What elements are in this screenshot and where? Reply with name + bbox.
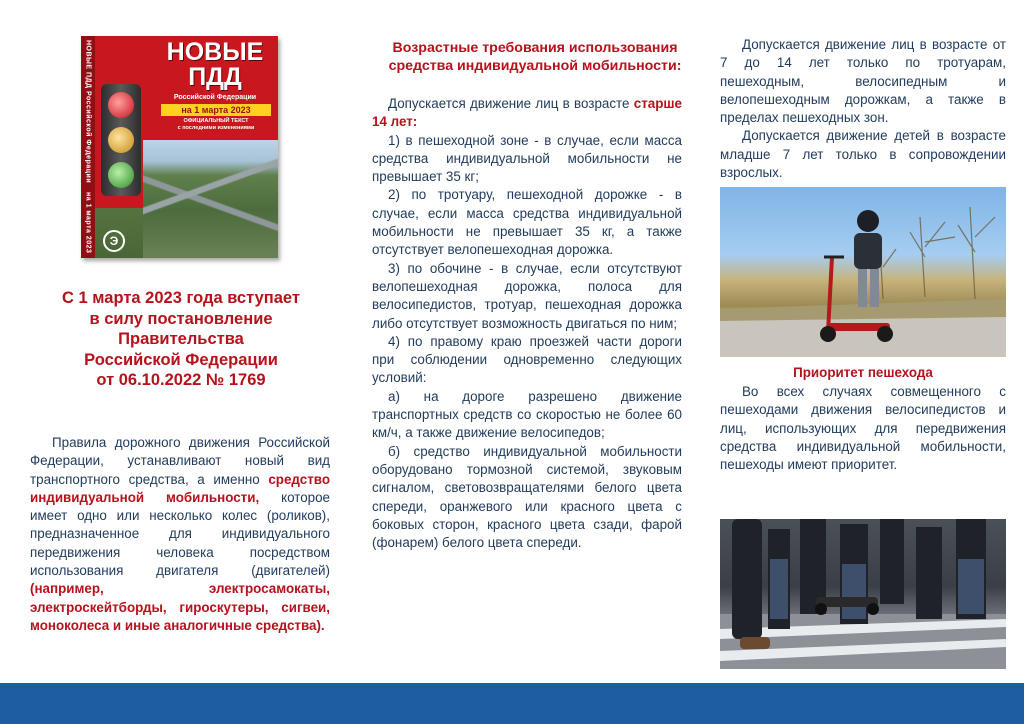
crosswalk-illustration (720, 519, 1006, 669)
intro-highlight-examples: (например, электросамокаты, электроскейтборды, гироскутеры, сигвеи, моноколеса и иные аналогичные средства). (30, 581, 330, 633)
publisher-logo-icon: Э (103, 230, 125, 252)
intro-highlight-term: средство индивидуальной мобильности, (30, 471, 330, 505)
intro-text (30, 434, 330, 635)
headline-line5: от 06.10.2022 № 1769 (96, 371, 266, 389)
book-date-badge: на 1 марта 2023 (161, 104, 271, 116)
book-road-photo (143, 140, 278, 258)
pedestrian-priority-paragraph: Во всех случаях совмещенного с пешеходами движения велосипедистов и лиц, использующих для передвижения средства индивидуальной мобильности, пешеходы имеют приоритет. (720, 384, 1006, 473)
rule-item-3: 3) по обочине - в случае, если отсутствуют велопешеходная дорожка, полоса для велосипедистов, тротуар, пешеходная дорожка либо отсутствует возможность двигаться по ним; (372, 260, 682, 331)
pedestrians-crosswalk-photo (720, 519, 1006, 669)
book-title-line1: НОВЫЕ (166, 38, 264, 66)
headline (22, 288, 340, 391)
intro-text-c: которое имеет одно или несколько колес (роликов), предназначенное для индивидуального передвижения человека посредством использования двигателя (двигателей) (30, 489, 330, 579)
children-rules-text (720, 36, 1006, 182)
book-cover-image (81, 36, 278, 258)
headline-line1: С 1 марта 2023 года вступает (62, 289, 300, 307)
children-paragraph-1: Допускается движение лиц в возрасте от 7 до 14 лет только по тротуарам, пешеходным, велосипедным и велопешеходным дорожкам, а также в пределах пешеходных зон. (720, 37, 1006, 126)
book-subtitle: Российской Федерации (173, 94, 257, 101)
rule-item-4: 4) по правому краю проезжей части дороги при соблюдении одновременно следующих условий: (372, 333, 682, 386)
intro-paragraph (30, 434, 330, 635)
child-scooter-photo (720, 187, 1006, 357)
rule-item-2: 2) по тротуару, пешеходной дорожке - в случае, если масса средства индивидуальной мобильности не превышает 35 кг, а также отсутствует велопешеходная дорожка. (372, 187, 682, 258)
children-paragraph-2: Допускается движение детей в возрасте младше 7 лет только в сопровождении взрослых. (720, 128, 1006, 181)
age-text-a: Допускается движение лиц в возрасте (388, 96, 634, 111)
intro-text-a: Правила дорожного движения Российской Федерации, устанавливают новый вид транспортного средства, а именно (30, 435, 330, 487)
book-spine-date: на 1 марта 2023 (84, 192, 92, 254)
traffic-light-icon (101, 84, 141, 196)
book-changes: с последними изменениями (177, 125, 255, 131)
green-light-icon (108, 162, 134, 188)
footer-bar (0, 683, 1024, 724)
yellow-light-icon (108, 127, 134, 153)
age-paragraph-1 (372, 95, 682, 132)
rule-subitem-b: б) средство индивидуальной мобильности оборудовано тормозной системой, звуковым сигналом, световозвращателями белого цвета спереди, оранжевого или красного цвета с боковых сторон, красного цвета сзади, фарой (фонарем) белого цвета спереди. (372, 443, 682, 551)
book-title (155, 40, 275, 90)
book-official: ОФИЦИАЛЬНЫЙ ТЕКСТ (183, 118, 249, 124)
headline-line4: Российской Федерации (84, 350, 278, 369)
child-scooter-illustration (720, 187, 1006, 357)
age-requirements-heading: Возрастные требования использования средства индивидуальной мобильности: (388, 40, 682, 75)
rule-subitem-a: а) на дороге разрешено движение транспортных средств со скоростью не более 60 км/ч, а также движение велосипедов; (372, 388, 682, 441)
pedestrian-priority-text (720, 383, 1006, 474)
book-official-text (157, 118, 275, 132)
headline-line2: в силу постановление (89, 309, 273, 328)
rule-item-1: 1) в пешеходной зоне - в случае, если масса средства индивидуальной мобильности не превышает 35 кг; (372, 132, 682, 185)
book-title-line2: ПДД (188, 63, 242, 91)
headline-line3: Правительства (118, 330, 244, 348)
book-spine-title: НОВЫЕ ПДД Российской Федерации (84, 40, 92, 184)
age-highlight: старше 14 лет: (372, 96, 682, 130)
book-spine (81, 36, 95, 258)
pedestrian-priority-heading: Приоритет пешехода (793, 365, 933, 380)
age-requirements-text (372, 95, 682, 552)
red-light-icon (108, 92, 134, 118)
